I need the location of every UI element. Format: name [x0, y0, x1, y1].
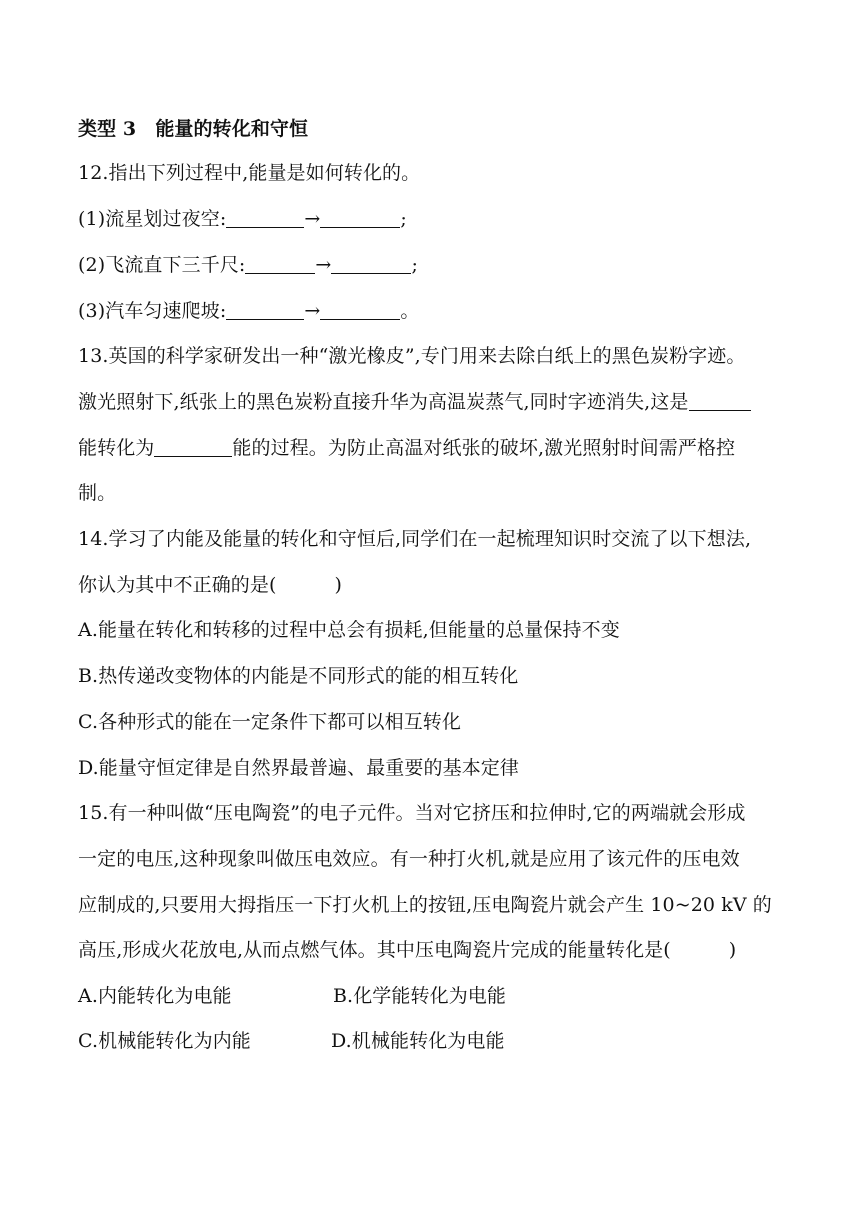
q14-line-1: 14.学习了内能及能量的转化和守恒后,同学们在一起梳理知识时交流了以下想法, [78, 528, 752, 550]
q12-item-3-blank-from[interactable] [226, 299, 304, 320]
q12-stem: 12.指出下列过程中,能量是如何转化的。 [78, 162, 421, 184]
q15-line-4 [78, 938, 736, 962]
q15-option-a: A.内能转化为电能 [78, 985, 232, 1007]
q12-item-2 [78, 253, 418, 277]
arrow-symbol: → [304, 208, 321, 230]
q15-paren-close: ) [728, 939, 737, 961]
q13-blank-1[interactable] [689, 390, 751, 411]
q12-item-3-label: (3)汽车匀速爬坡: [78, 300, 227, 322]
q14-option-c: C.各种形式的能在一定条件下都可以相互转化 [78, 711, 462, 733]
q13-blank-2[interactable] [154, 436, 232, 457]
q12-item-2-label: (2)飞流直下三千尺: [78, 254, 246, 276]
q15-line-2: 一定的电压,这种现象叫做压电效应。有一种打火机,就是应用了该元件的压电效 [78, 848, 740, 870]
q14-option-a: A.能量在转化和转移的过程中总会有损耗,但能量的总量保持不变 [78, 619, 620, 641]
q12-item-2-blank-to[interactable] [331, 253, 411, 274]
q13-line-3-text-b: 能的过程。为防止高温对纸张的破坏,激光照射时间需严格控 [232, 437, 736, 459]
arrow-symbol: → [315, 254, 332, 276]
q15-line-1: 15.有一种叫做“压电陶瓷”的电子元件。当对它挤压和拉伸时,它的两端就会形成 [78, 802, 746, 824]
q12-item-3-blank-to[interactable] [320, 299, 400, 320]
punctuation: ; [400, 208, 407, 230]
q14-line-2 [78, 573, 342, 597]
q15-option-d: D.机械能转化为电能 [331, 1030, 505, 1052]
q15-line-3: 应制成的,只要用大拇指压一下打火机上的按钮,压电陶瓷片就会产生 10~20 kV 的 [78, 894, 772, 916]
q14-option-b: B.热传递改变物体的内能是不同形式的能的相互转化 [78, 665, 519, 687]
q15-option-b: B.化学能转化为电能 [333, 985, 507, 1007]
punctuation: ; [411, 254, 418, 276]
q12-item-1-label: (1)流星划过夜空: [78, 208, 227, 230]
q13-line-3-text-a: 能转化为 [78, 437, 155, 459]
q15-option-c: C.机械能转化为内能 [78, 1030, 251, 1052]
q12-item-2-blank-from[interactable] [245, 253, 315, 274]
q12-item-3 [78, 299, 419, 323]
q14-line-2-text: 你认为其中不正确的是( [78, 574, 277, 596]
q15-line-4-text: 高压,形成火花放电,从而点燃气体。其中压电陶瓷片完成的能量转化是( [78, 939, 671, 961]
punctuation: 。 [400, 300, 420, 322]
q15-options-row-2 [78, 1029, 778, 1053]
q13-line-3 [78, 436, 735, 460]
q13-line-4: 制。 [78, 482, 117, 504]
q12-item-1-blank-from[interactable] [226, 207, 304, 228]
q13-line-2 [78, 390, 751, 414]
q14-option-d: D.能量守恒定律是自然界最普遍、最重要的基本定律 [78, 757, 519, 779]
q13-line-2-text: 激光照射下,纸张上的黑色炭粉直接升华为高温炭蒸气,同时字迹消失,这是 [78, 391, 689, 413]
q12-item-1 [78, 207, 407, 231]
arrow-symbol: → [304, 300, 321, 322]
q14-paren-close: ) [334, 574, 343, 596]
q15-options-row-1 [78, 984, 778, 1008]
section-title: 类型 3 能量的转化和守恒 [78, 118, 309, 140]
q12-item-1-blank-to[interactable] [320, 207, 400, 228]
q13-line-1: 13.英国的科学家研发出一种“激光橡皮”,专门用来去除白纸上的黑色炭粉字迹。 [78, 345, 746, 367]
